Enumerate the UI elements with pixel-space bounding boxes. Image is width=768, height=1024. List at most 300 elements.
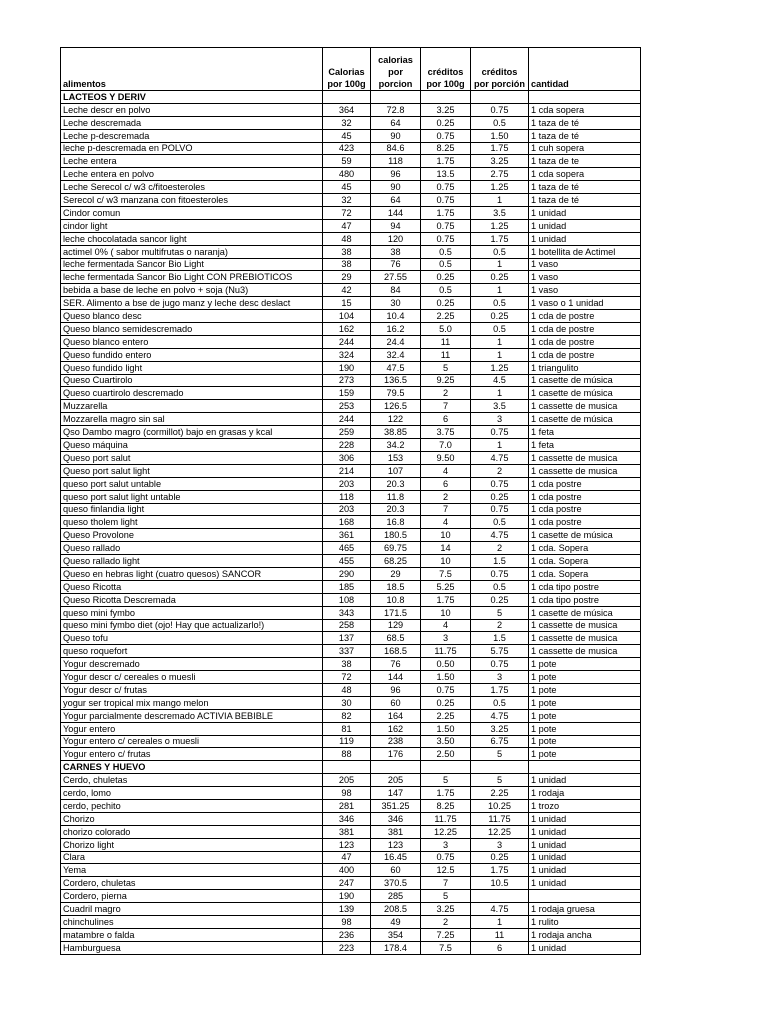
food-name-cell: queso port salut light untable bbox=[61, 490, 323, 503]
quantity-cell: 1 unidad bbox=[529, 825, 641, 838]
table-row bbox=[61, 825, 641, 838]
calories-100g-cell: 38 bbox=[323, 658, 371, 671]
credits-100g-cell: 2.25 bbox=[421, 709, 471, 722]
food-name-cell: Queso rallado bbox=[61, 542, 323, 555]
table-row bbox=[61, 928, 641, 941]
calories-portion-cell: 90 bbox=[371, 129, 421, 142]
credits-portion-cell: 3.5 bbox=[471, 207, 529, 220]
food-name-cell: Serecol c/ w3 manzana con fitoesteroles bbox=[61, 194, 323, 207]
food-name-cell: Yogur entero c/ cereales o muesli bbox=[61, 735, 323, 748]
table-row bbox=[61, 593, 641, 606]
calories-portion-cell: 34.2 bbox=[371, 439, 421, 452]
food-name-cell: leche chocolatada sancor light bbox=[61, 232, 323, 245]
calories-portion-cell: 118 bbox=[371, 155, 421, 168]
calories-100g-cell: 190 bbox=[323, 361, 371, 374]
credits-100g-cell: 12.5 bbox=[421, 864, 471, 877]
calories-100g-cell: 137 bbox=[323, 632, 371, 645]
credits-portion-cell: 4.5 bbox=[471, 374, 529, 387]
calories-100g-cell: 139 bbox=[323, 903, 371, 916]
credits-100g-cell: 0.25 bbox=[421, 696, 471, 709]
table-row bbox=[61, 645, 641, 658]
calories-portion-cell: 123 bbox=[371, 838, 421, 851]
calories-portion-cell: 76 bbox=[371, 258, 421, 271]
table-row bbox=[61, 735, 641, 748]
food-name-cell: Yogur entero bbox=[61, 722, 323, 735]
calories-portion-cell: 205 bbox=[371, 774, 421, 787]
credits-100g-cell: 0.75 bbox=[421, 232, 471, 245]
table-row bbox=[61, 787, 641, 800]
table-row bbox=[61, 567, 641, 580]
credits-portion-cell: 10.5 bbox=[471, 877, 529, 890]
calories-portion-cell: 68.5 bbox=[371, 632, 421, 645]
quantity-cell: 1 cda tipo postre bbox=[529, 593, 641, 606]
calories-100g-cell: 203 bbox=[323, 477, 371, 490]
calories-100g-cell: 88 bbox=[323, 748, 371, 761]
table-row bbox=[61, 271, 641, 284]
table-row bbox=[61, 748, 641, 761]
credits-portion-cell: 0.5 bbox=[471, 297, 529, 310]
calories-portion-cell: 10.8 bbox=[371, 593, 421, 606]
credits-100g-cell: 3 bbox=[421, 632, 471, 645]
calories-100g-cell: 81 bbox=[323, 722, 371, 735]
calories-100g-cell: 162 bbox=[323, 323, 371, 336]
credits-100g-cell: 13.5 bbox=[421, 168, 471, 181]
quantity-cell: 1 botellita de Actimel bbox=[529, 245, 641, 258]
credits-100g-cell: 5 bbox=[421, 361, 471, 374]
credits-portion-cell: 5 bbox=[471, 774, 529, 787]
food-name-cell: Queso rallado light bbox=[61, 555, 323, 568]
calories-portion-cell: 96 bbox=[371, 168, 421, 181]
table-row bbox=[61, 477, 641, 490]
calories-100g-cell: 253 bbox=[323, 400, 371, 413]
quantity-cell: 1 unidad bbox=[529, 851, 641, 864]
calories-100g-cell: 82 bbox=[323, 709, 371, 722]
calories-portion-cell: 346 bbox=[371, 812, 421, 825]
credits-portion-cell: 0.5 bbox=[471, 323, 529, 336]
calories-100g-cell: 48 bbox=[323, 683, 371, 696]
credits-portion-cell: 0.25 bbox=[471, 593, 529, 606]
quantity-cell: 1 trozo bbox=[529, 799, 641, 812]
calories-100g-cell: 42 bbox=[323, 284, 371, 297]
calories-portion-cell: 176 bbox=[371, 748, 421, 761]
table-row bbox=[61, 245, 641, 258]
table-row bbox=[61, 580, 641, 593]
quantity-cell: 1 cda. Sopera bbox=[529, 555, 641, 568]
calories-100g-cell: 98 bbox=[323, 916, 371, 929]
food-name-cell: Muzzarella bbox=[61, 400, 323, 413]
quantity-cell: 1 cuh sopera bbox=[529, 142, 641, 155]
food-name-cell: Cordero, pierna bbox=[61, 890, 323, 903]
table-row bbox=[61, 890, 641, 903]
credits-100g-cell: 0.75 bbox=[421, 851, 471, 864]
calories-100g-cell: 104 bbox=[323, 310, 371, 323]
table-row bbox=[61, 258, 641, 271]
credits-portion-cell: 0.5 bbox=[471, 116, 529, 129]
credits-portion-cell: 1 bbox=[471, 387, 529, 400]
food-name-cell: Queso blanco semidescremado bbox=[61, 323, 323, 336]
calories-100g-cell: 480 bbox=[323, 168, 371, 181]
food-name-cell: Queso blanco desc bbox=[61, 310, 323, 323]
table-row bbox=[61, 219, 641, 232]
calories-100g-cell: 45 bbox=[323, 181, 371, 194]
header-credits-100g: créditos por 100g bbox=[421, 48, 471, 91]
quantity-cell: 1 cda postre bbox=[529, 503, 641, 516]
credits-100g-cell: 5.0 bbox=[421, 323, 471, 336]
section-row bbox=[61, 761, 641, 774]
quantity-cell: 1 casette de música bbox=[529, 413, 641, 426]
credits-portion-cell: 11.75 bbox=[471, 812, 529, 825]
table-row bbox=[61, 864, 641, 877]
calories-100g-cell: 108 bbox=[323, 593, 371, 606]
food-name-cell: Yogur descr c/ frutas bbox=[61, 683, 323, 696]
food-name-cell: queso roquefort bbox=[61, 645, 323, 658]
table-row bbox=[61, 155, 641, 168]
quantity-cell: 1 taza de té bbox=[529, 194, 641, 207]
food-name-cell: Cuadril magro bbox=[61, 903, 323, 916]
food-name-cell: Cindor comun bbox=[61, 207, 323, 220]
credits-portion-cell: 3.5 bbox=[471, 400, 529, 413]
credits-100g-cell: 7 bbox=[421, 503, 471, 516]
calories-portion-cell: 64 bbox=[371, 194, 421, 207]
header-row bbox=[61, 48, 641, 91]
calories-portion-cell: 84.6 bbox=[371, 142, 421, 155]
credits-100g-cell: 3.50 bbox=[421, 735, 471, 748]
food-name-cell: Yogur parcialmente descremado ACTIVIA BEBIBLE bbox=[61, 709, 323, 722]
quantity-cell: 1 taza de te bbox=[529, 155, 641, 168]
calories-portion-cell: 76 bbox=[371, 658, 421, 671]
table-row bbox=[61, 799, 641, 812]
food-name-cell: Clara bbox=[61, 851, 323, 864]
table-row bbox=[61, 348, 641, 361]
calories-portion-cell: 16.45 bbox=[371, 851, 421, 864]
quantity-cell: 1 cda postre bbox=[529, 516, 641, 529]
credits-100g-cell: 0.75 bbox=[421, 219, 471, 232]
calories-portion-cell: 153 bbox=[371, 451, 421, 464]
calories-portion-cell: 126.5 bbox=[371, 400, 421, 413]
table-row bbox=[61, 529, 641, 542]
credits-100g-cell: 7 bbox=[421, 877, 471, 890]
food-name-cell: queso finlandia light bbox=[61, 503, 323, 516]
table-row bbox=[61, 116, 641, 129]
credits-portion-cell: 1 bbox=[471, 194, 529, 207]
calories-100g-cell: 258 bbox=[323, 619, 371, 632]
calories-portion-cell: 79.5 bbox=[371, 387, 421, 400]
credits-100g-cell: 0.5 bbox=[421, 245, 471, 258]
credits-100g-cell: 1.75 bbox=[421, 787, 471, 800]
calories-portion-cell: 16.2 bbox=[371, 323, 421, 336]
food-name-cell: actimel 0% ( sabor multifrutas o naranja) bbox=[61, 245, 323, 258]
table-row bbox=[61, 323, 641, 336]
quantity-cell: 1 cda de postre bbox=[529, 323, 641, 336]
section-title: LACTEOS Y DERIV bbox=[61, 91, 323, 104]
quantity-cell: 1 cda sopera bbox=[529, 103, 641, 116]
quantity-cell: 1 pote bbox=[529, 735, 641, 748]
food-name-cell: cindor light bbox=[61, 219, 323, 232]
quantity-cell: 1 pote bbox=[529, 722, 641, 735]
food-name-cell: Queso cuartirolo descremado bbox=[61, 387, 323, 400]
credits-100g-cell: 3.25 bbox=[421, 903, 471, 916]
credits-portion-cell: 1.5 bbox=[471, 632, 529, 645]
credits-100g-cell: 12.25 bbox=[421, 825, 471, 838]
food-name-cell: leche p-descremada en POLVO bbox=[61, 142, 323, 155]
credits-portion-cell: 0.5 bbox=[471, 696, 529, 709]
calories-100g-cell: 47 bbox=[323, 851, 371, 864]
section-row bbox=[61, 91, 641, 104]
credits-portion-cell: 0.25 bbox=[471, 490, 529, 503]
credits-portion-cell: 1 bbox=[471, 335, 529, 348]
food-name-cell: Queso tofu bbox=[61, 632, 323, 645]
credits-portion-cell: 0.25 bbox=[471, 271, 529, 284]
calories-100g-cell: 290 bbox=[323, 567, 371, 580]
quantity-cell: 1 cda postre bbox=[529, 490, 641, 503]
quantity-cell: 1 cassette de musica bbox=[529, 645, 641, 658]
calories-portion-cell: 60 bbox=[371, 864, 421, 877]
food-name-cell: queso tholem light bbox=[61, 516, 323, 529]
calories-portion-cell: 32.4 bbox=[371, 348, 421, 361]
quantity-cell: 1 rodaja ancha bbox=[529, 928, 641, 941]
calories-portion-cell: 168.5 bbox=[371, 645, 421, 658]
quantity-cell: 1 cda tipo postre bbox=[529, 580, 641, 593]
quantity-cell: 1 taza de té bbox=[529, 116, 641, 129]
food-name-cell: Yogur descremado bbox=[61, 658, 323, 671]
calories-portion-cell: 136.5 bbox=[371, 374, 421, 387]
calories-portion-cell: 68.25 bbox=[371, 555, 421, 568]
food-name-cell: matambre o falda bbox=[61, 928, 323, 941]
quantity-cell: 1 unidad bbox=[529, 774, 641, 787]
quantity-cell: 1 vaso o 1 unidad bbox=[529, 297, 641, 310]
table-body bbox=[61, 91, 641, 955]
table-row bbox=[61, 709, 641, 722]
calories-portion-cell: 16.8 bbox=[371, 516, 421, 529]
calories-100g-cell: 190 bbox=[323, 890, 371, 903]
credits-100g-cell: 7 bbox=[421, 400, 471, 413]
quantity-cell: 1 taza de té bbox=[529, 181, 641, 194]
food-name-cell: Queso máquina bbox=[61, 439, 323, 452]
credits-portion-cell bbox=[471, 890, 529, 903]
calories-100g-cell: 72 bbox=[323, 671, 371, 684]
food-name-cell: Chorizo bbox=[61, 812, 323, 825]
header-calories-100g: Calorias por 100g bbox=[323, 48, 371, 91]
credits-portion-cell: 0.5 bbox=[471, 580, 529, 593]
credits-100g-cell: 4 bbox=[421, 464, 471, 477]
table-row bbox=[61, 838, 641, 851]
credits-100g-cell: 0.75 bbox=[421, 683, 471, 696]
quantity-cell: 1 feta bbox=[529, 439, 641, 452]
calories-100g-cell: 38 bbox=[323, 258, 371, 271]
calories-100g-cell: 281 bbox=[323, 799, 371, 812]
credits-100g-cell: 1.75 bbox=[421, 207, 471, 220]
table-row bbox=[61, 503, 641, 516]
credits-100g-cell: 0.75 bbox=[421, 194, 471, 207]
credits-portion-cell: 0.75 bbox=[471, 503, 529, 516]
quantity-cell: 1 pote bbox=[529, 658, 641, 671]
table-row bbox=[61, 632, 641, 645]
quantity-cell: 1 rodaja bbox=[529, 787, 641, 800]
calories-portion-cell: 38 bbox=[371, 245, 421, 258]
calories-portion-cell: 178.4 bbox=[371, 941, 421, 954]
quantity-cell: 1 pote bbox=[529, 748, 641, 761]
credits-100g-cell: 1.75 bbox=[421, 155, 471, 168]
credits-100g-cell: 0.5 bbox=[421, 284, 471, 297]
credits-portion-cell: 11 bbox=[471, 928, 529, 941]
calories-portion-cell: 107 bbox=[371, 464, 421, 477]
calories-portion-cell: 90 bbox=[371, 181, 421, 194]
credits-portion-cell: 1.75 bbox=[471, 142, 529, 155]
food-name-cell: Queso port salut light bbox=[61, 464, 323, 477]
credits-portion-cell: 10.25 bbox=[471, 799, 529, 812]
quantity-cell: 1 unidad bbox=[529, 207, 641, 220]
table-row bbox=[61, 194, 641, 207]
quantity-cell: 1 cda de postre bbox=[529, 310, 641, 323]
credits-100g-cell: 10 bbox=[421, 529, 471, 542]
calories-portion-cell: 147 bbox=[371, 787, 421, 800]
calories-100g-cell: 324 bbox=[323, 348, 371, 361]
table-row bbox=[61, 916, 641, 929]
header-quantity: cantidad bbox=[529, 48, 641, 91]
calories-100g-cell: 48 bbox=[323, 232, 371, 245]
food-name-cell: chorizo colorado bbox=[61, 825, 323, 838]
credits-100g-cell: 0.75 bbox=[421, 181, 471, 194]
table-row bbox=[61, 555, 641, 568]
credits-portion-cell: 0.25 bbox=[471, 310, 529, 323]
calories-100g-cell: 29 bbox=[323, 271, 371, 284]
quantity-cell: 1 cda de postre bbox=[529, 335, 641, 348]
credits-portion-cell: 6.75 bbox=[471, 735, 529, 748]
food-name-cell: Leche entera en polvo bbox=[61, 168, 323, 181]
header-calories-portion: calorias por porcion bbox=[371, 48, 421, 91]
header-credits-portion: créditos por porción bbox=[471, 48, 529, 91]
quantity-cell: 1 cda. Sopera bbox=[529, 567, 641, 580]
food-name-cell: Yogur descr c/ cereales o muesli bbox=[61, 671, 323, 684]
quantity-cell: 1 pote bbox=[529, 709, 641, 722]
credits-portion-cell: 0.5 bbox=[471, 245, 529, 258]
credits-100g-cell: 0.50 bbox=[421, 658, 471, 671]
food-name-cell: cerdo, lomo bbox=[61, 787, 323, 800]
credits-portion-cell: 4.75 bbox=[471, 903, 529, 916]
food-name-cell: Yema bbox=[61, 864, 323, 877]
table-row bbox=[61, 671, 641, 684]
table-row bbox=[61, 232, 641, 245]
table-row bbox=[61, 413, 641, 426]
food-name-cell: Qso Dambo magro (cormillot) bajo en grasas y kcal bbox=[61, 426, 323, 439]
table-row bbox=[61, 439, 641, 452]
calories-portion-cell: 144 bbox=[371, 207, 421, 220]
quantity-cell: 1 unidad bbox=[529, 219, 641, 232]
calories-100g-cell: 118 bbox=[323, 490, 371, 503]
calories-portion-cell: 164 bbox=[371, 709, 421, 722]
quantity-cell: 1 unidad bbox=[529, 812, 641, 825]
calories-100g-cell: 223 bbox=[323, 941, 371, 954]
credits-portion-cell: 5.75 bbox=[471, 645, 529, 658]
calories-portion-cell: 129 bbox=[371, 619, 421, 632]
food-name-cell: Yogur entero c/ frutas bbox=[61, 748, 323, 761]
quantity-cell: 1 cda de postre bbox=[529, 348, 641, 361]
credits-portion-cell: 0.75 bbox=[471, 658, 529, 671]
food-name-cell: queso mini fymbo diet (ojo! Hay que actualizarlo!) bbox=[61, 619, 323, 632]
calories-portion-cell: 20.3 bbox=[371, 477, 421, 490]
calories-100g-cell: 455 bbox=[323, 555, 371, 568]
quantity-cell: 1 triangulito bbox=[529, 361, 641, 374]
quantity-cell: 1 cda sopera bbox=[529, 168, 641, 181]
calories-100g-cell: 59 bbox=[323, 155, 371, 168]
credits-portion-cell: 4.75 bbox=[471, 709, 529, 722]
calories-100g-cell: 32 bbox=[323, 194, 371, 207]
quantity-cell: 1 vaso bbox=[529, 284, 641, 297]
calories-portion-cell: 208.5 bbox=[371, 903, 421, 916]
credits-100g-cell: 4 bbox=[421, 619, 471, 632]
food-name-cell: Queso blanco entero bbox=[61, 335, 323, 348]
credits-portion-cell: 0.75 bbox=[471, 567, 529, 580]
calories-100g-cell: 15 bbox=[323, 297, 371, 310]
table-row bbox=[61, 451, 641, 464]
calories-100g-cell: 244 bbox=[323, 335, 371, 348]
food-name-cell: Leche entera bbox=[61, 155, 323, 168]
food-name-cell: Mozzarella magro sin sal bbox=[61, 413, 323, 426]
credits-100g-cell: 2.25 bbox=[421, 310, 471, 323]
calories-100g-cell: 45 bbox=[323, 129, 371, 142]
quantity-cell: 1 casette de música bbox=[529, 387, 641, 400]
credits-portion-cell: 12.25 bbox=[471, 825, 529, 838]
calories-100g-cell: 423 bbox=[323, 142, 371, 155]
calories-portion-cell: 370.5 bbox=[371, 877, 421, 890]
credits-100g-cell: 3 bbox=[421, 838, 471, 851]
calories-100g-cell: 364 bbox=[323, 103, 371, 116]
table-row bbox=[61, 774, 641, 787]
empty-cell bbox=[529, 761, 641, 774]
credits-100g-cell: 2.50 bbox=[421, 748, 471, 761]
calories-portion-cell: 285 bbox=[371, 890, 421, 903]
credits-portion-cell: 1 bbox=[471, 916, 529, 929]
table-row bbox=[61, 335, 641, 348]
empty-cell bbox=[323, 761, 371, 774]
calories-portion-cell: 354 bbox=[371, 928, 421, 941]
credits-100g-cell: 6 bbox=[421, 413, 471, 426]
empty-cell bbox=[529, 91, 641, 104]
food-name-cell: queso port salut untable bbox=[61, 477, 323, 490]
quantity-cell: 1 cda. Sopera bbox=[529, 542, 641, 555]
credits-portion-cell: 4.75 bbox=[471, 451, 529, 464]
credits-100g-cell: 9.25 bbox=[421, 374, 471, 387]
credits-100g-cell: 3.75 bbox=[421, 426, 471, 439]
credits-100g-cell: 10 bbox=[421, 555, 471, 568]
food-name-cell: leche fermentada Sancor Bio Light bbox=[61, 258, 323, 271]
credits-100g-cell: 1.50 bbox=[421, 722, 471, 735]
table-row bbox=[61, 722, 641, 735]
empty-cell bbox=[471, 91, 529, 104]
credits-portion-cell: 1.75 bbox=[471, 864, 529, 877]
quantity-cell: 1 rodaja gruesa bbox=[529, 903, 641, 916]
food-name-cell: Leche descremada bbox=[61, 116, 323, 129]
quantity-cell: 1 cda postre bbox=[529, 477, 641, 490]
credits-100g-cell: 3.25 bbox=[421, 103, 471, 116]
credits-100g-cell: 7.5 bbox=[421, 941, 471, 954]
table-row bbox=[61, 181, 641, 194]
calories-portion-cell: 30 bbox=[371, 297, 421, 310]
food-name-cell: Queso Cuartirolo bbox=[61, 374, 323, 387]
quantity-cell: 1 casette de música bbox=[529, 606, 641, 619]
calories-100g-cell: 306 bbox=[323, 451, 371, 464]
calories-portion-cell: 162 bbox=[371, 722, 421, 735]
calories-100g-cell: 228 bbox=[323, 439, 371, 452]
table-row bbox=[61, 284, 641, 297]
table-row bbox=[61, 542, 641, 555]
credits-portion-cell: 2 bbox=[471, 619, 529, 632]
quantity-cell: 1 vaso bbox=[529, 258, 641, 271]
quantity-cell: 1 casette de música bbox=[529, 374, 641, 387]
calories-100g-cell: 203 bbox=[323, 503, 371, 516]
calories-100g-cell: 337 bbox=[323, 645, 371, 658]
calories-100g-cell: 38 bbox=[323, 245, 371, 258]
